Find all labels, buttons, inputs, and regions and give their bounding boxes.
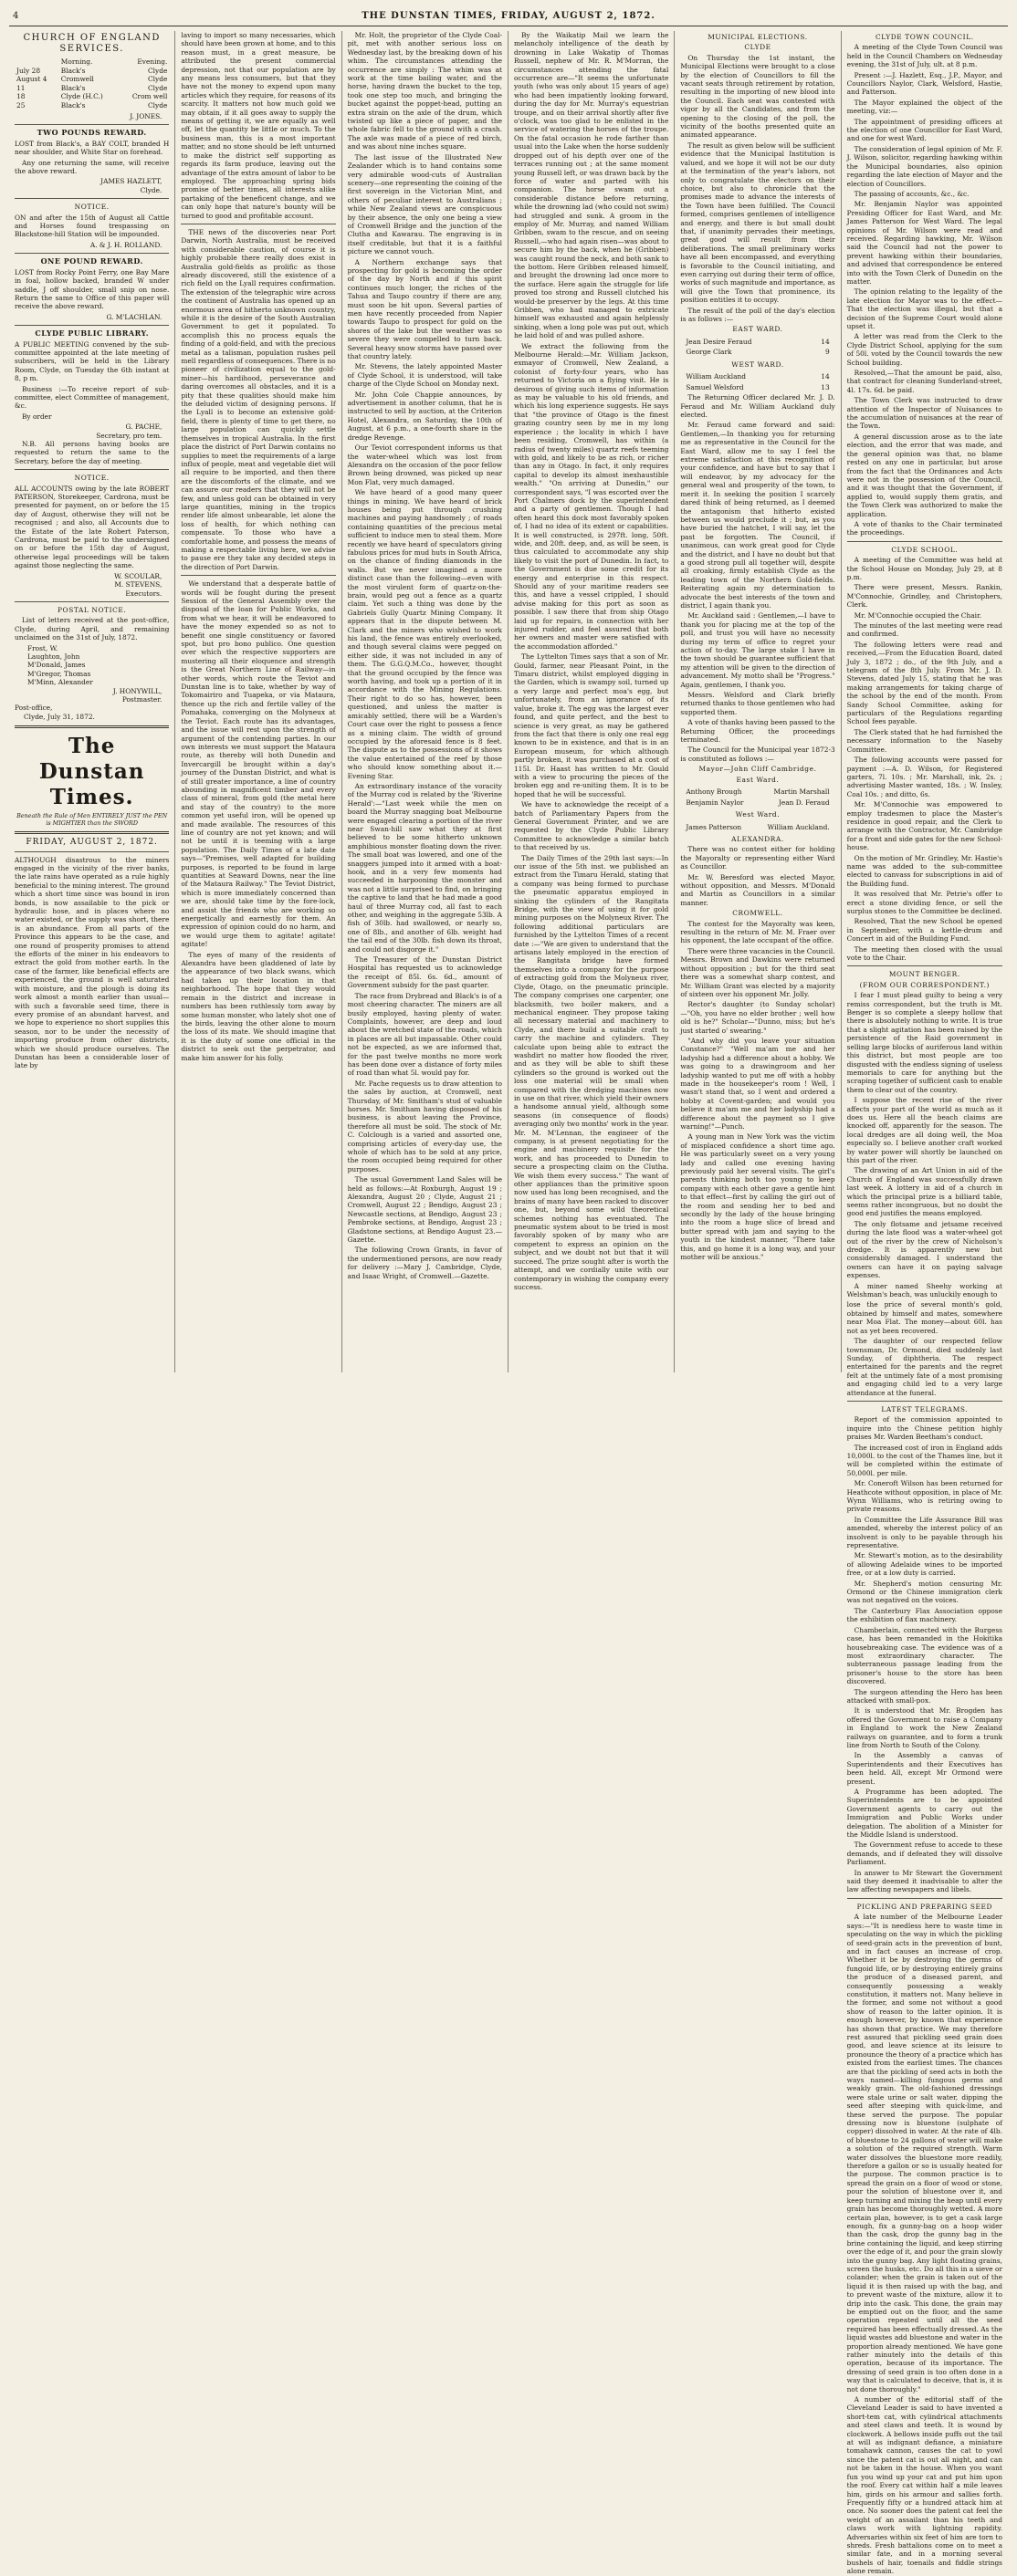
article-paragraph: In the Assembly a canvas of Superintendents and their Executives has been held. All, except Mr Ormond were present. (846, 1751, 1002, 1786)
article-paragraph: We have heard of a good many queer things in mining. We have heard of brick houses being put through crushing machines and paying handsomely ; of roads containing quantities of the precious metal sufficient to induce men to steal them. More recently we have heard of speculators giving fabulous prices for mud huts in South Africa, on the chance of finding diamonds in the walls. But we never imagined a more distinct case than the following—even with the most virulent form of quartz-on-the-brain, would peg out a fence as a quartz claim. Yet such a thing was done by the Gabriels Gully Quartz Mining Company. It appears that in the dispute between M. Clark and the miners who wished to work his land, the fence was entirely overlooked, and though several claims were pegged on either side, it was not included in any of them. The G.G.Q.M.Co., however, thought that the ground occupied by the fence was worth having, and took up a portion of it in accordance with the Mining Regulations. Their right to do so has, however, been questioned, and unless the matter is amicably settled, there will be a Warden's Court case over the right to possess a fence as a mining claim. The width of ground occupied by the aforesaid fence is 8 feet. The dispute as to the possessions of it shows the value entertained of the reef by those who should know something about it.—Evening Star. (347, 488, 502, 780)
article-paragraph: Mr. M'Connochie was empowered to employ tradesmen to place the Master's residence in good repair, and the Clerk to arrange with the Contractor, Mr. Cambridge for a front and side gates for the new School-house. (846, 800, 1002, 852)
article-paragraph: The eyes of many of the residents of Alexandra have been gladdened of late by the appearance of two black swans, which had taken up their location in that neighborhood. The hope that they would remain in the district and increase in numbers has been ruthlessly torn away by some human monster, who lately shot one of the birds, leaving the other alone to mourn the loss of its mate. We should imagine that it is the duty of some one official in the district to seek out the perpetrator, and make him answer for his folly. (181, 950, 336, 1062)
article-paragraph: Chamberlain, connected with the Burgess case, has been remanded in the Hokitika housebreaking case. The evidence was of a most extraordinary character. The subterraneous passage leading from the prisoner's house to the store has been discovered. (846, 1625, 1002, 1686)
postal-names (15, 644, 169, 687)
two-pounds-reward-text: LOST from Black's, a BAY COLT, branded H near shoulder, and White Star on forehead. (15, 139, 170, 157)
west-ward-label: WEST WARD. (731, 360, 784, 369)
morning-header: Morning. (60, 57, 93, 66)
library-title: CLYDE PUBLIC LIBRARY. (35, 329, 149, 339)
article-paragraph: The meeting then closed with the usual vote to the Chair. (846, 944, 1002, 963)
article-paragraph: The result of the poll of the day's election is as follows :— (680, 306, 835, 323)
editorial-paragraph: ALTHOUGH disastrous to the miners engaged in the vicinity of the river banks, the late rains have operated as a rule highly beneficial to the mining interest. The ground which a short time since was bound in iron bonds, is now assailable to the pick or hydraulic hose, and in places where no water existed, or the supply was short, there is an abundance. From all parts of the Province this appears to be the case, and one round of prosperity promises to attend the efforts of the miner in his endeavors to extract the gold from mother earth. In the case of the farmer, like beneficial effects are experienced, the ground is well saturated with moisture, and the plough is doing its work almost a month earlier than usual—with such a favorable seed time, there is every promise of an abundant harvest, and we hope to experience no short supplies this season, nor to be under the necessity of importing produce from other districts, which we should produce ourselves. The Dunstan has been a considerable loser of late by (15, 855, 170, 1070)
east-ward-label: EAST WARD. (732, 325, 783, 334)
notice2-text: ALL ACCOUNTS owing by the late ROBERT PATERSON, Storekeeper, Cardrona, must be presented for payment, on or before the 15 day of August, otherwise they will not be recognised ; and also, all Accounts due to the Estate of the late Robert Paterson, Cardrona, must be paid to the undersigned on or before the 15th day of August, otherwise legal proceedings will be taken against those neglecting the same. (15, 484, 170, 570)
article-paragraph: Present :—J. Hazlett, Esq., J.P., Mayor, and Councillors Naylor, Clark, Welsford, Hastie, and Patterson. (846, 70, 1002, 97)
article-paragraph: Mr. Benjamin Naylor was appointed Presiding Officer for East Ward, and Mr. James Patterson for West Ward. The legal opinions of Mr. Wilson were read and received. Regarding hawking, Mr. Wilson said the Council had not the power to prevent hawking within their boundaries, and advised that correspondence be entered into with the Town Clerk of Dunedin on the matter. (846, 200, 1002, 286)
article-paragraph: The Clerk stated that he had furnished the necessary information to the Naseby Committee. (846, 727, 1002, 754)
article-paragraph: A miner named Sheehy working at Welshman's beach, was unluckily enough to (846, 1281, 1002, 1299)
list-item: Laughton, John (27, 652, 80, 661)
postal-notice-title: POSTAL NOTICE. (57, 605, 127, 614)
list-item: Frost, W. (27, 643, 58, 652)
masthead: The Dunstan Times. (38, 734, 145, 810)
article-paragraph: Mr. John Cole Chappie announces, by advertisement in another column, that he is instructed to sell by auction, at the Criterion Hotel, Alexandra, on Saturday, the 10th of August, at 6 p.m., a one-fourth share in the dredge Revenge. (347, 390, 502, 442)
article-paragraph: A number of the editorial staff of the Cleveland Leader is said to have invented a short-tem cat, with cylindrical attachments and steel claws and teeth. It is wound by clockwork. A bellows inside puffs out the tail at will as indignant defiance, a miniature tomahawk cannon, causes the cat to yowl since the patent cat is out all night, and can not be taken in the house. When you want fun you wind up your cat and put him upon the roof. Every cat within half a mile leaves him, girds on his armour and sallies forth. Frequently fifty or a hundred attack him at once. No sooner does the patent cat feel the weight of an assailant than his teeth and claws work with lightning rapidity. Adversaries within six feet of him are torn to shreds. Fresh battalions come on to meet a similar fate, and in a morning several bushels of hair, toenails and fiddle strings alone remain. (846, 2395, 1002, 2576)
table-row: Benjamin Naylor Jean D. Feraud (686, 798, 830, 807)
scoular-signature: W. SCOULAR, (114, 571, 163, 580)
article-paragraph: On the motion of Mr. Grindley, Mr. Hastie's name was added to the sub-committee elected to canvass for subscriptions in aid of the Building fund. (846, 853, 1002, 888)
postal-notice-text: List of letters received at the post-office, Clyde, during April, and remaining unclaimed on the 31st of July, 1872. (15, 616, 170, 642)
article-paragraph: The following letters were read and received,—From the Education Board, dated July 3, 1872 ; do., of the 9th July, and a telegram of the 8th July. From Mr. J. D. Stevens, dated July 15, stating that he was making arrangements for taking charge of the school by the end of the month. From Sandy School Committee, asking for particulars of the Regulations regarding School fees payable. (846, 640, 1002, 726)
article-paragraph: We have to acknowledge the receipt of a batch of Parliamentary Papers from the General Government Printer, and we are requested by the Clyde Public Library Committee to acknowledge a similar batch to that received by us. (513, 800, 669, 852)
article-paragraph: Mr. Holt, the proprietor of the Clyde Coal-pit, met with another serious loss on Wednesday last, by the breaking down of his whim. The circumstances attending the occurrence are simply : The whim was at work at the time bailing water, and the horse, having drawn the bucket to the top, took one step too much, and bringing the bucket against the poppet-head, putting an extra strain on the axle of the drum, which twisted up like a piece of paper, and the whole fabric fell to the ground with a crash. The axle was made of a piece of red birch, and was about nine inches square. (347, 31, 502, 151)
article-paragraph: The only flotsame and jetsame received during the late flood was a water-wheel got out of the river by the crew of Nicholson's dredge. It is apparently new but considerably damaged. I understand the owners can have it on paying salvage expenses. (846, 1219, 1002, 1280)
honywill-signature: J. HONYWILL, (112, 686, 163, 695)
article-paragraph: The minutes of the last meeting were read and confirmed. (846, 621, 1002, 639)
column-6 (842, 31, 1008, 2576)
correspondent-label: (FROM OUR CORRESPONDENT.) (859, 980, 991, 989)
article-paragraph: The race from Drybread and Black's is of a most cheering character. The miners are all busily employed, having plenty of water. Complaints, however, are deep and loud about the wretched state of the roads, which in places are all but impassable. Other could not be expected, as we are informed that, for the past twelve months no more work has been done over a distance of forty miles of road than what 5l. would pay for. (347, 991, 502, 1078)
table-row: James Patterson William Auckland. (686, 822, 830, 831)
column-4 (508, 31, 675, 1372)
article-paragraph: A meeting of the Committee was held at the School House on Monday, July 29, at 8 p.m. (846, 556, 1002, 581)
article-paragraph: The increased cost of iron in England adds 10,000l. to the cost of the Thames line, but it will be completed within the estimate of 50,000l. per mile. (846, 1443, 1002, 1477)
article-paragraph: A young man in New York was the victim of misplaced confidence a short time ago. He was particularly sweet on a very young lady and called one evening having previously paid her several visits. The girl's parents thinking both too young to keep company with each other gave a gentle hint to that effect—first by calling the girl out of the room and sending her to bed and secondly by the lady of the house bringing into the room a huge slice of bread and butter spread with jam and saying to the youth in the kindest manner, "There take this, and go home it is a long way, and your mother will be anxious." (680, 1132, 835, 1262)
article-paragraph: Resolved, That the new School be opened in September, with a kettle-drum and Concert in aid of the Building Fund. (846, 917, 1002, 944)
west-ward-members (680, 821, 834, 834)
evening-header: Evening. (137, 57, 168, 66)
article-paragraph: A late number of the Melbourne Leader says:—"It is needless here to waste time in speculating on the way in which the pickling of seed-grain acts in the prevention of bunt, and in fact causes an increase of crop. Whether it be by destroying the germs of fungoid life, or by destroying entirely grains the produce of a diseased parent, and consequently possessing a weakly constitution, it matters not. Many believe in the former, and some not without a good show of reason to the latter opinion. It is enough however, by known that experience has shown that practice. We may therefore rest assured that pickling seed grain does good, and leave science at its leisure to pronounce the theory of a practice which has existed from the earliest times. The chances are that the pickling of seed acts in both the ways named—killing fungous germs and weakly grain. The old-fashioned dressings were stale urine or salt water, dipping the seed after steeping with quick-lime, and these served the purpose. The popular dressing now is bluestone (sulphate of copper) dissolved in water. At the rate of 4lb. of bluestone to 24 gallons of water will make a solution of the required strength. Warm water dissolves the bluestone more readily, therefore a gallon or so is usually heated for the purpose. The common practice is to spread the grain on a floor of wood or stone, pour the solution of bluestone over it, and keep turning and mixing the heap until every grain has become thoroughly wetted. A more certain plan, however, is to get a cask large enough, fix a gunny-bag on a hoop wider than the cask, drop the gunny bag in the brine containing the liquid, and keep stirring over the edge of it, and pour the grain slowly into the gunny bag. Any light floating grains, screen the husks, etc. Do all this in a sieve or colander; when the grain is taken out of the liquid it is then raised up with the bag, and to prevent waste of the mixture, allow it to drip into the cask. This done, the grain may be emptied out on the floor, and the same operation repeated until all the seed required has been effectually dressed. As the liquid wastes add bluestone and water in the proportion already mentioned. We have gone rather minutely into the details of this operation, because of its importance. The dressing of seed grain is too often done in a way that is calculated to deceive, that is, it is not done thoroughly." (846, 1913, 1002, 2393)
mayor-line: Mayor—John Cliff Cambridge. (698, 765, 817, 774)
article-paragraph: A meeting of the Clyde Town Council was held in the Council Chambers on Wednesday evening, the 31st of July, ult. at 8 p.m. (846, 43, 1002, 69)
article-paragraph: The Returning Officer declared Mr. J. D. Feraud and Mr. William Auckland duly elected. (680, 393, 835, 420)
list-item: M'Gregor, Thomas (27, 669, 91, 678)
library-text: A PUBLIC MEETING convened by the sub-committee appointed at the late meeting of subscribers, will be held in the Library Room, Clyde, on Tuesday the 6th instant at 8, p m. (15, 339, 170, 383)
article-paragraph: The last issue of the Illustrated New Zealander which is to hand contains some very admirable wood-cuts of Australian scenery—one representing the coining of the first sovereign in the Victorian Mint, and others of peculiar interest to Australians ; while New Zealand views are conspicuous by their absence, the only one being a view of Cromwell Bridge and the junction of the Clutha and Kawarau. The engraving is in itself creditable, but that it is a faithful picture we cannot vouch. (347, 152, 502, 256)
article-paragraph: The daughter of our respected fellow townsman, Dr. Ormond, died suddenly last Sunday, of diphtheria. The respect entertained for the parents and the regret felt at the untimely fate of a most promising and engaging child led to a very large attendance at the funeral. (846, 1337, 1002, 1397)
article-paragraph: THE news of the discoveries near Port Darwin, North Australia, must be received with considerable caution, of course it is highly probable there really does exist in Australia gold-fields as prolific as those already discovered, still the existence of a rich field on the Lyall requires confirmation. The extension of the telegraphic wire across the continent of Australia has opened up an enormous area of hitherto unknown country, while it is the desire of the South Australian Government to get it populated. To accomplish this no process equals the finding of a gold-field, and with the precious metal as a talisman, population rushes pell mell regardless of consequences. There is no pioneer of civilization equal to the gold-miner—his hardihood, perseverance and daring overcomes all obstacles, and it is a pity that these qualities should make him the deluded victim of designing persons. If the Lyall is to become an extensive gold-field, there is plenty of time to get there, no large population can quickly settle themselves in tropical Australia. In the first place the district of Port Darwin contains no supplies to meet the requirements of a large influx of people, meat and vegetable diet will all require to be imported, and then there are the discomforts of the climate, and we can assure our readers that they will not be few, and unless gold can be obtained in very large quantities, mining in the tropics render life almost unbearable, let alone the loss of health, for which nothing can compensate. To those who have a comfortable home, and possess the means of making a respectable living here, we advise to pause ere they take any decided steps in the direction of Port Darwin. (181, 227, 336, 571)
article-paragraph: The result as given below will be sufficient evidence that the Municipal Institution is valued, and we hope it will not be our duty at the termination of the year's labors, not only to congratulate the electors on their choice, but also to chronicle that the promises made to advance the interests of the Town have been fulfilled. The Council formed, comprises gentlemen of intelligence and energy, and there is but small doubt that, if unanimity pervades their meetings, great good will result from their deliberations. The small preliminary works have all been encompassed, and everything is favorable to the Council initiating, and even carrying out during their term of office, works of such magnitude and importance, as will give the Town that prominence, its position entitles it to occupy. (680, 141, 835, 305)
table-row: 11 Black's Clyde (16, 83, 168, 92)
article-paragraph: Mr. Auckland said : Gentlemen,—I have to thank you for placing me at the top of the poll, and trust you will have no necessity during my term of office to regret your action of to-day. The large stake I have in the town should be guarantee sufficient that my attention will be given to the direction of advancement. My motto shall be "Progress." Again, gentlemen, I thank you. (680, 611, 835, 689)
one-pound-reward-text: LOST from Rocky Point Ferry, one Bay Mare in foal, hollow backed, branded W under saddle, J off shoulder, small snip on nose. Return the same to Office of this paper will receive the above reward. (15, 267, 170, 311)
executors-role: Executors. (125, 589, 163, 598)
article-paragraph: Our Teviot correspondent informs us that the water-wheel which was lost from Alexandra on the occasion of the poor fellow Brown being drowned, was picked up near Mon Flat, very much damaged. (347, 443, 502, 486)
library-text2: Business :—To receive report of sub-committee, elect Committee of management, &c. (15, 384, 170, 411)
article-paragraph: Resolved,—That the amount be paid, also, that contract for cleaning Sunderland-street, 4l. 17s. 6d. be paid. (846, 369, 1002, 394)
article-paragraph: The contest for the Mayoralty was keen, resulting in the return of Mr. M. Fraer over his opponent, the late occupant of the office. (680, 919, 835, 945)
article-paragraph: Mr. Shepherd's motion censuring Mr. Ormond or the Chinese immigration clerk was not negatived on the voices. (846, 1579, 1002, 1605)
article-paragraph: "And why did you leave your situation Constance?" "Well ma'am me and her ladyship had a difference about a hobby. We was going to a drawingroom and her ladyship wanted to put me off with a hobby made in the housekeeper's room ! Well, I wasn't stand that, so I went and ordered a hobby at Covent-garden; and would you believe it ma'am me and her ladyship had a difference about the payment so I give warning!"—Punch. (680, 1036, 835, 1131)
article-paragraph: There were present, Messrs. Rankin, M'Connochie, Grindley, and Christophers, Clerk. (846, 583, 1002, 610)
article-paragraph: Mr. Stevens, the lately appointed Master of Clyde School, it is understood, will take charge of the Clyde School on Monday next. (347, 362, 502, 389)
article-paragraph: A letter was read from the Clerk to the Clyde District School, applying for the sum of 50l. voted by the Council towards the new School building. (846, 332, 1002, 367)
table-row: Jean Desire Feraud 14 (686, 337, 830, 346)
article-paragraph: A general discussion arose as to the late election, and the error that was made, and the general opinion was that, no blame rested on any one in particular, but arose from the fact that the Ordinances and Acts were not in the possession of the Council, and it was thought that the Government, if applied to, would supply them gratis, and the Town Clerk was authorized to make the application. (846, 432, 1002, 518)
municipal-elections-title: MUNICIPAL ELECTIONS. (708, 33, 808, 41)
clyde-school-title: CLYDE SCHOOL. (891, 545, 959, 554)
stevens-signature: M. STEVENS, (114, 580, 163, 589)
article-paragraph: Report of the commission appointed to inquire into the Chinese petition highly praises Mr. Warden Beetham's conduct. (846, 1415, 1002, 1442)
table-row: George Clark 9 (686, 348, 830, 357)
east-ward-members (680, 786, 834, 808)
church-signature: J. JONES. (130, 112, 163, 120)
notice1-text: ON and after the 15th of August all Cattle and Horses found trespassing on Blackstone-hill Station will be impounded. (15, 213, 170, 239)
list-item: M'Donald, James (27, 661, 86, 670)
article-paragraph: The following accounts were passed for payment :—A. D. Wilson, for Registered garters, 7l. 10s. ; Mr. Marshall, ink, 2s. ; advertising Master wanted, 18s. ; W. Insley, Coal 10s. ; and ditto, 6s. (846, 756, 1002, 798)
article-paragraph: Mr. Stewart's motion, as to the desirability of allowing Adelaide wines to be imported free, or at a low duty is carried. (846, 1551, 1002, 1578)
latest-telegrams-title: LATEST TELEGRAMS. (881, 1404, 969, 1413)
article-paragraph: Messrs. Welsford and Clark briefly returned thanks to those gentlemen who had supported them. (680, 691, 835, 716)
article-paragraph: The consideration of legal opinion of Mr. F. J. Wilson, solicitor, regarding hawking within the Municipal boundaries, also opinion regarding the late election of Mayor and the election of Councillors. (846, 144, 1002, 188)
article-paragraph: The Lyttelton Times says that a son of Mr. Gould, farmer, near Pleasant Point, in the Timaru district, whilst employed digging in the Garden, which is swampy soil, turned up a very large and perfect moa's egg, but unfortunately, from an ignorance of its value, broke it. The egg was the largest ever found, and quite perfect, and the best to science is very great, as may be gathered from the fact that there is only one real egg known to be in existence, and that is in an European museum, for which although partly broken, it was purchased at a cost of 115l. Dr. Haast has written to Mr. Gould with a view to procuring the pieces of the broken egg and re-uniting them. It is to be hoped that he will be successful. (513, 652, 669, 798)
library-note: N.B. All persons having books are requested to return the same to the Secretary, before the day of meeting. (15, 440, 170, 465)
masthead-motto: Beneath the Rule of Men ENTIRELY JUST the PEN is MIGHTIER than the SWORD (16, 812, 168, 828)
article-paragraph: laving to import so many necessaries, which should have been grown at home, and to this reason must, in a great measure, be attributed the present commercial depression, not that our population are by any means less consumers, but that they have not the money to expend upon many articles which they require, for reasons of its scarcity. It matters not how much gold we may obtain, if it all goes away to supply the means of getting it, we are equally as well off, let the quantity be little or much. To the business man, this is a most important matter, and no stone should be left unturned to make the district self supporting as regards its farm produce, leaving out the advantage of the extra amount of labor to be employed. The approaching spring bids promise of better times, all interests alike partaking of the beneficent change, and we can only hope that nature's bounty will be turned to good and profitable account. (181, 31, 336, 220)
article-paragraph: I fear I must plead guilty to being a very remiss correspondent, but the truth is Mt. Benger is so complete a sleepy hollow that there is absolutely nothing to write. It is true that a slight agitation has been raised by the persistence of the Raid government in selling large blocks of auriferous land within this district, but most people are too disgusted with the endless signing of useless memorials to care for anything but the scraping together of sufficient cash to enable them to clear out of the country. (846, 991, 1002, 1094)
table-row: 18 Clyde (H.C.) Crom well (16, 92, 168, 100)
article-paragraph: The usual Government Land Sales will be held as follows:—At Roxburgh, August 19 ; Alexandra, August 20 ; Clyde, August 21 ; Cromwell, August 22 ; Bendigo, August 23 ; Newcastle sections, at Bendigo, August 23 ; Pembroke sections, at Bendigo, August 23 ; Gladstone sections, at Bendigo August 23.—Gazette. (347, 1175, 502, 1245)
column-5 (675, 31, 841, 1372)
article-paragraph: There were three vacancies in the Council. Messrs. Brown and Dawkins were returned without opposition ; but for the third seat there was a somewhat sharp contest, and Mr. William Grant was elected by a majority of sixteen over his opponent Mr. Jolly. (680, 946, 835, 998)
article-paragraph: Mr. M'Connochie occupied the Chair. (854, 610, 982, 620)
pache-signature: G. PACHE, (125, 422, 163, 432)
article-paragraph: The Daily Times of the 29th last says:—In our issue of the 5th inst. we published an extract from the Timaru Herald, stating that a company was being formed to purchase the pneumatic apparatus employed in sinking the cylinders of the Rangitata Bridge, with the view of using it for gold mining purposes on the Molyneux River. The following additional particulars are furnished by the Lyttelton Times of a recent date :—"We are given to understand that the artisans lately employed in the erection of the Rangitata bridge have formed themselves into a company for the purpose of extracting gold from the Molyneux river, Clyde, Otago, on the pneumatic principle. The company comprises one carpenter, one blacksmith, two boiler makers, and a mechanical engineer. They propose taking all necessary material and machinery to Clyde, and there build a suitable craft to carry the machine and cylinders. They calculate upon being able to extract the washdirt no matter how flooded the river, and as they will be able to shift these cylinders so the ground is worked out the loss one material will be small when compared with the dredging machines now in use on that river, which yield their owners a handsome annual yield, although some seasons (in consequence of floods) averaging only two months' work in the year. Mr. M. M'Lennan, the engineer of the company, is at present negotiating for the engine and machinery requisite for the work, and has proceeded to Dunedin to secure a prospecting claim on the Clutha. We wish them every success." The want of other appliances than the primitive spoon now used has long been recognised, and the brains of many have been racked to discover one, but, beyond some wild theoretical schemes nothing has eventuated. The pneumatic system about to be tried is most favorably spoken of by many who are competent to express an opinion on the subject, and we doubt not but that it will succeed. The prize sought after is worth the attempt, and we cordially unite with our contemporary in wishing the company every success. (513, 853, 669, 1291)
article-paragraph: A vote of thanks to the Chair terminated the proceedings. (846, 519, 1002, 537)
table-row: July 28 Black's Clyde (16, 66, 168, 75)
pache-role: Secretary, pro tem. (96, 431, 163, 440)
article-paragraph: lose the price of several month's gold, obtained by himself and mates, somewhere near Moa Flat. The money—about 60l. has not as yet been recovered. (846, 1300, 1002, 1335)
article-paragraph: It is understood that Mr. Brogden has offered the Government to raise a Company in England to work the New Zealand railways on guarantee, and to form a trunk line from North to South of the Colony. (846, 1706, 1002, 1749)
article-paragraph: The Town Clerk was instructed to draw attention of the Inspector of Nuisances to the accumulation of nuisances at the rear of the Town. (846, 396, 1002, 431)
running-head-title: THE DUNSTAN TIMES, FRIDAY, AUGUST 2, 1872. (362, 11, 655, 21)
article-paragraph: The Mayor explained the object of the meeting, viz:— (846, 98, 1002, 116)
mlachlan-signature: G. M'LACHLAN. (106, 312, 163, 321)
article-paragraph: Mr. W. Beresford was elected Mayor, without opposition, and Messrs. M'Donald and Martin as Councillors in a similar manner. (680, 872, 835, 907)
article-paragraph: An extraordinary instance of the voracity of the Murray cod is related by the 'Riverine Herald':—"Last week while the men on board the Murray snagging boat Melbourne were engaged clearing a portion of the river near Swan-hill saw what they at first believed to be some hitherto unknown amphibious monster floating down the river. The small boat was lowered, and one of the snaggers jumped into it armed with a boat-hook, and in a very few moments had succeeded in harpooning the monster and was not a little surprised to find, on bringing the captive to land that he had made a good haul of three Murray cod, all fast to each other, and weighing in the aggregate 53lb. A fish of 30lb. had swallowed, or nearly so, one of 8lb., and another of 6lb. weight had the tail end of the 30lb. fish down its throat, and could not disgorge it." (347, 781, 502, 954)
article-paragraph: I suppose the recent rise of the river affects your part of the world as much as it does us. Here all the beach claims are knocked off, apparently for the season. The local dredges are all doing well, the Moa especially so. I believe another craft worked by water power will shortly be launched on this part of the river. (846, 1096, 1002, 1164)
article-paragraph: Mr. Pache requests us to draw attention to the sales by auction, at Cromwell, next Thursday, of Mr. Smitham's stud of valuable horses. Mr. Smitham having disposed of his business, is about leaving the Province, therefore all must be sold. The stock of Mr. C. Colclough is a varied and assorted one, comprising articles of every-day use, the whole of which has to be sold at any price, the room occupied being required for other purposes. (347, 1079, 502, 1173)
pickling-seed-title: PICKLING AND PREPARING SEED (856, 1902, 993, 1911)
article-paragraph: A Programme has been adopted. The Superintendents are to be appointed Government agents to carry out the Immigration and Public Works under delegation. The abolition of a Minister for the Middle Island is understood. (846, 1788, 1002, 1840)
east-ward-results (680, 336, 834, 359)
column-3 (342, 31, 508, 1372)
article-paragraph: The drawing of an Art Union in aid of the Church of England was successfully drawn last week. A lottery in aid of a church in which the principal prize is a billiard table, seems rather incongruous, but no doubt the good end justifies the means employed. (846, 1166, 1002, 1218)
notice1-title: NOTICE. (74, 203, 110, 212)
article-paragraph: The Canterbury Flax Association oppose the exhibition of flax machinery. (846, 1606, 1002, 1624)
clyde-town-council-title: CLYDE TOWN COUNCIL. (875, 33, 974, 41)
page-marker: 4 (13, 11, 20, 21)
article-paragraph: Mr. Coneroft Wilson has been returned for Heathcote without opposition, in place of Mr. Wynn Williams, who is retiring owing to private reasons. (846, 1479, 1002, 1514)
rolland-signature: A. & J. H. ROLLAND. (89, 240, 163, 249)
article-paragraph: A Northern exchange says that prospecting for gold is becoming the order of the day by North and if this spirit continues much longer, the riches of the Tahua and Taupo country if there are any, must soon be hit upon. Several parties of men have recently proceeded from Napier towards Taupo to prospect for gold on the shores of the lake but the weather was so severe they were compelled to turn back. Several heavy snow storms have passed over that country lately. (347, 257, 502, 361)
two-pounds-reward-text2: Any one returning the same, will receive the above reward. (15, 158, 170, 176)
article-paragraph: The Treasurer of the Dunstan District Hospital has requested us to acknowledge the receipt of 85l. 6s. 6d., amount of Government subsidy for the past quarter. (347, 955, 502, 990)
library-order: By order (22, 412, 52, 421)
postmaster-role: Postmaster. (121, 694, 163, 704)
west-ward-results (680, 370, 834, 393)
article-paragraph: The following Crown Grants, in favor of the undermentioned persons, are now ready for delivery :—Mary J. Cambridge, Clyde, and Isaac Wright, of Cromwell.—Gazette. (347, 1246, 502, 1280)
hazlett-place: Clyde. (140, 185, 163, 194)
article-paragraph: On Thursday the 1st instant, the Municipal Elections were brought to a close by the election of Councillors to fill the vacant seats through retirement by rotation, resulting in the importing of new blood into the Council. Each seat was contested with vigor by all the Candidates, and from the opening to the closing of the poll, the vicinity of the booths presented quite an animated appearance. (680, 53, 835, 140)
church-services-table (15, 57, 169, 110)
table-row: 25 Black's Clyde (16, 100, 168, 110)
article-paragraph: In Committee the Life Assurance Bill was amended, whereby the interest policy of an insolvent is only to be payable through his representative. (846, 1515, 1002, 1550)
article-paragraph: There was no contest either for holding the Mayoralty or representing either Ward as Councillor. (680, 845, 835, 871)
church-services-title: CHURCH OF ENGLAND SERVICES. (23, 33, 161, 54)
table-row: Anthony Brough Martin Marshall (686, 787, 830, 797)
two-pounds-reward-title: TWO POUNDS REWARD. (37, 128, 147, 138)
article-paragraph: The appointment of presiding officers at the election of one Councillor for East Ward, and one for west Ward. (846, 117, 1002, 143)
issue-dateline: FRIDAY, AUGUST 2, 1872. (26, 838, 158, 848)
column-1 (9, 31, 175, 1372)
article-paragraph: Mr. Feraud came forward and said: Gentlemen,—In thanking you for returning me as representative in the Council for the East Ward, allow me to say I feel the extreme satisfaction at this recognition of your confidence, and have but to say that I will endeavor, by my advocacy for the general weal and prosperity of the town, to merit it. In seeking the position I scarcely dared think of being returned, as I deemed the antagonism that hitherto existed between us would preclude it ; but, as you have buried the hatchet, I will say, let the past be forgotten. The Council, if unanimous, can work great good for Clyde and the district, and I have no doubt but that a good strong pull all together will, despite all croaking, firmly establish Clyde as the leading town of the Northern Gold-fields. Reiterating again my determination to advocate the best interests of the town and district, I again thank you. (680, 421, 835, 610)
article-paragraph: Rector's daughter (to Sunday scholar)—"Oh, you have no elder brother ; well how old is he?" Scholar—"Dunno, miss; but he's just started o' swearing." (680, 1000, 835, 1035)
mount-benger-title: MOUNT BENGER. (888, 970, 960, 979)
article-paragraph: The Government refuse to accede to these demands, and if defeated they will dissolve Parliament. (846, 1841, 1002, 1867)
post-office-label: Post-office, (15, 704, 53, 713)
list-item: M'Minn, Alexander (27, 678, 93, 687)
cromwell-title: CROMWELL. (732, 909, 783, 918)
alexandra-title: ALEXANDRA. (731, 835, 784, 843)
article-paragraph: It was resolved that Mr. Petrie's offer to erect a stone dividing fence, or sell the surplus stones to the Committee be declined. (846, 890, 1002, 915)
one-pound-reward-title: ONE POUND REWARD. (40, 256, 143, 266)
article-paragraph: By the Waikatip Mail we learn the melancholy intelligence of the death by drowning in Lake Wakatip of Thomas Russell, nephew of Mr. R. M'Morran, the circumstances attending the fatal occurrence are—"It seems the unfortunate youth (who was only about 15 years of age) who had been impatiently looking forward, during the day for Mr. Murray's equestrian troupe, and on their arrival shortly after five o'clock, was too glad to be enlisted in the service of watering the horses of the troupe. On the fatal occasion he rode farther than usual into the Lake when the horse suddenly dropped out of his depth over one of the terraces running out ; at the same moment young Russell left, or was drawn back by the force of water and parted with his companion. The horse swam out a considerable distance before returning, while the drowning lad (who could not swim) had struggled and sunk. A groom in the employ of Mr. Murray, and named William Gribben, swam to the rescue, and on seeing Russell,—who had again risen—was about to secure him by the back, when he (Gribben) was caught round the neck, and both sank to the bottom. Here Gribben released himself, and brought the drowning lad once more to the surface. Here again the struggle for life proved too strong and Russell clutched his would-be preserver by the legs. At this time Gribben, who had managed to extricate himself was exhausted and again helplessly sinking, when a long pole was put out, which he laid hold of and was pulled ashore. (513, 31, 669, 340)
running-head (9, 7, 1008, 26)
article-paragraph: A vote of thanks having been passed to the Returning Officer, the proceedings terminated. (680, 718, 835, 745)
clyde-subtitle: CLYDE (744, 43, 771, 52)
west-ward-council-label: West Ward. (735, 810, 781, 819)
table-row: Samuel Welsford 13 (686, 382, 830, 391)
east-ward-council-label: East Ward. (736, 775, 780, 784)
article-paragraph: The passing of accounts, &c., &c. (854, 189, 970, 198)
article-paragraph: We understand that a desperate battle of words will be fought during the present Session of the General Assembly over the disposal of the loan for Public Works, and from what we hear, it will be endeavored to have the money expended so as not to benefit one single constituency or favored spot, but pro bono publico. One question over which the respective supporters are mustering all their eloquence and strength is the Great Northern Line of Railway—in other words, which route the Teviot and Dunstan line is to take, whether by way of Tokomairiro and Tuapeka, or via Mataura, thence up the rich and fertile valley of the Pomahaka, converging on the Molyneux at the Teviot. Each route has its advantages, and the issue will rest upon the strength of argument of the contending parties. In our own interests we must support the Mataura route, as thereby will both Dunedin and Invercargill be brought within a day's journey of the Dunstan District, and what is of still greater importance, a line of country abounding in magnificent timber and every class of mineral, from gold (the metal here and stay of the country) to the more common yet useful iron, will be opened up and made available. The resources of this line of country are not yet known; and will not be until it is teeming with a large population. The Daily Times of a late date says—"Premises, well adapted for building purposes, is reported to be found in large quantities at Seaward Downs, near the line of the Mataura Railway." The Teviot District, which is more immediately concerned than we are, should take time by the fore-lock, and assist the friends who are working so energetically and earnestly for them. An expression of opinion could do no harm, and we would urge them to agitate! agitate! agitate! (181, 579, 336, 949)
article-paragraph: The Council for the Municipal year 1872-3 is constituted as follows :— (680, 746, 835, 763)
notice2-title: NOTICE. (74, 474, 110, 483)
article-paragraph: The opinion relating to the legality of the late election for Mayor was to the effect—That the election was illegal, but that a decision of the Supreme Court would alone upset it. (846, 287, 1002, 330)
column-2 (175, 31, 341, 1372)
table-row: August 4 Cromwell Clyde (16, 75, 168, 83)
article-paragraph: We extract the following from the Melbourne Herald:—Mr. William Jackson, exmayor of Cromwell, New Zealand, a colonist of forty-four years, who has returned to Victoria on a flying visit. He is desirous of giving such items of information as may be valuable to his old friends, and which his long experience suggests. He says that "the province of Otago is the finest grazing country seen by me in my long experience ; the locality in which I have been residing, Cromwell, has within (a radius of twenty miles) quartz reefs teeming with gold, and likely to be as rich, or richer than any in Otago. In fact, it only requires capital to develop its almost inexhaustible wealth." "On arriving at Dunedin," our correspondent says, "I was escorted over the Port Chalmers dock by the superintendent and a party of gentlemen. Though I had often heard this dock most favorably spoken of, I had no idea of its extent or capabilities. It is well constructed, is 297ft. long, 50ft. wide, and 20ft. deep, and, as will be seen, is thus calculated to accommodate any ship likely to visit the port of Dunedin. In fact, to the Government is due some credit for its energy and enterprise in this respect. Should any of your maritime readers see this, and have a vessel crippled, I should advise making for this port as soon as possible. I saw there that from ship Otago laid up for repairs, in connection with her injured rudder, and feel assured that both her owners and master were satisfied with the accommodation afforded." (513, 341, 669, 651)
article-paragraph: In answer to Mr Stewart the Government said they deemed it inadvisable to alter the law affecting newspapers and libels. (846, 1868, 1002, 1894)
post-office-date: Clyde, July 31, 1872. (24, 712, 95, 721)
hazlett-signature: JAMES HAZLETT, (100, 177, 163, 186)
table-row: William Auckland 14 (686, 372, 830, 381)
article-paragraph: The surgeon attending the Hero has been attacked with small-pox. (846, 1687, 1002, 1705)
